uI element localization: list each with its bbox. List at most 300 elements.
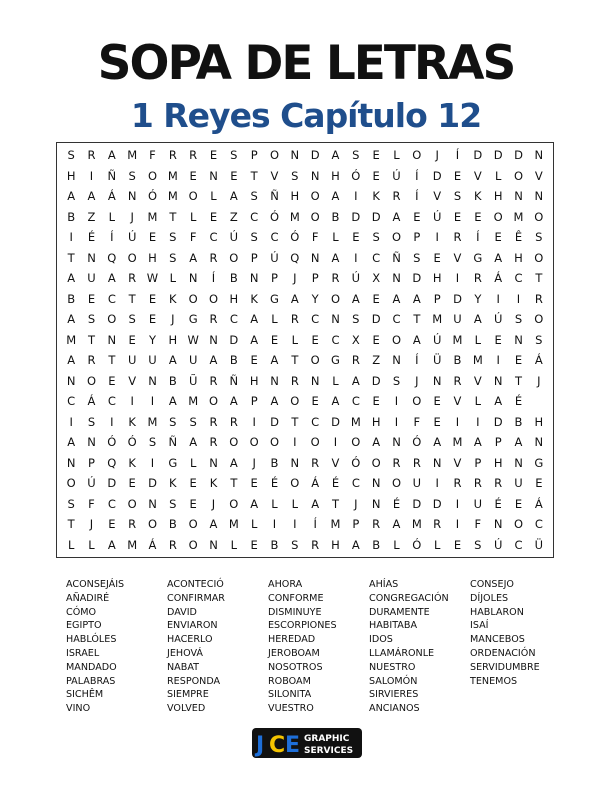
grid-letter: A	[250, 332, 259, 347]
grid-letter: R	[209, 250, 218, 265]
word-list-item: DAVID	[167, 606, 197, 618]
grid-letter: E	[209, 209, 218, 224]
grid-letter: N	[310, 250, 320, 265]
grid-letter: O	[127, 250, 137, 265]
grid-letter: I	[333, 435, 338, 450]
grid-letter: A	[107, 148, 116, 163]
grid-letter: S	[87, 312, 96, 327]
grid-letter: A	[514, 435, 523, 450]
grid-letter: T	[291, 414, 299, 429]
grid-letter: A	[433, 435, 442, 450]
grid-letter: P	[250, 148, 258, 163]
grid-letter: E	[433, 250, 441, 265]
grid-letter: N	[432, 373, 442, 388]
grid-letter: H	[66, 168, 76, 183]
grid-letter: A	[351, 373, 360, 388]
grid-letter: E	[189, 168, 197, 183]
logo-line1: GRAPHIC	[304, 734, 350, 744]
word-list-item: DURAMENTE	[369, 606, 430, 618]
grid-letter: E	[311, 394, 319, 409]
grid-letter: I	[455, 496, 460, 511]
grid-letter: L	[189, 455, 197, 470]
grid-letter: V	[270, 168, 279, 183]
grid-letter: H	[229, 291, 239, 306]
grid-letter: R	[453, 230, 462, 245]
grid-letter: S	[413, 250, 421, 265]
grid-letter: L	[271, 496, 278, 511]
grid-letter: I	[455, 517, 460, 532]
grid-letter: E	[250, 476, 258, 491]
grid-letter: L	[291, 332, 299, 347]
grid-letter: H	[514, 250, 523, 265]
grid-letter: N	[209, 537, 218, 552]
grid-letter: D	[310, 148, 320, 163]
grid-letter: I	[69, 230, 73, 245]
grid-letter: C	[372, 250, 381, 265]
grid-letter: D	[412, 271, 422, 286]
grid-letter: A	[168, 394, 177, 409]
grid-letter: Y	[311, 291, 319, 306]
grid-letter: U	[188, 353, 198, 368]
grid-letter: L	[393, 537, 400, 552]
grid-letter: A	[67, 312, 76, 327]
grid-letter: Ú	[229, 230, 239, 245]
grid-letter: E	[250, 353, 258, 368]
grid-letter: W	[146, 271, 159, 286]
page-subtitle: 1 Reyes Capítulo 12	[130, 96, 482, 135]
grid-letter: T	[413, 312, 421, 327]
grid-letter: É	[87, 230, 96, 245]
grid-letter: J	[415, 373, 419, 388]
grid-letter: R	[453, 373, 462, 388]
grid-letter: Á	[148, 537, 157, 552]
grid-letter: I	[455, 271, 460, 286]
grid-letter: Ũ	[188, 373, 198, 388]
grid-letter: H	[534, 414, 544, 429]
grid-letter: Ñ	[392, 250, 401, 265]
grid-letter: E	[535, 476, 543, 491]
grid-letter: P	[271, 271, 278, 286]
grid-letter: R	[453, 476, 462, 491]
grid-letter: S	[474, 537, 482, 552]
grid-letter: O	[229, 435, 239, 450]
word-list-item: PALABRAS	[66, 675, 116, 687]
word-list-item: ESCORPIONES	[268, 620, 337, 632]
grid-letter: S	[128, 168, 136, 183]
word-list-item: ANCIANOS	[369, 703, 420, 715]
word-list	[66, 578, 566, 716]
grid-letter: E	[108, 517, 116, 532]
grid-letter: O	[534, 250, 544, 265]
grid-letter: É	[331, 476, 340, 491]
grid-letter: Ú	[432, 209, 442, 224]
grid-letter: A	[494, 250, 503, 265]
grid-letter: P	[494, 435, 502, 450]
grid-letter: I	[69, 414, 73, 429]
grid-letter: N	[290, 148, 300, 163]
grid-letter: Ó	[351, 455, 361, 470]
grid-letter: K	[250, 291, 258, 306]
grid-letter: I	[354, 250, 358, 265]
grid-letter: C	[67, 394, 76, 409]
word-list-item: SICHÊM	[66, 689, 104, 701]
grid-letter: E	[311, 332, 319, 347]
grid-letter: E	[128, 476, 136, 491]
grid-letter: L	[332, 373, 339, 388]
grid-letter: J	[89, 517, 94, 532]
grid-letter: H	[371, 414, 381, 429]
grid-letter: Ú	[493, 312, 503, 327]
grid-letter: I	[496, 291, 500, 306]
grid-letter: A	[67, 189, 76, 204]
page-title: SOPA DE LETRAS	[97, 36, 515, 91]
grid-letter: L	[169, 271, 177, 286]
grid-letter: I	[150, 394, 155, 409]
grid-letter: I	[130, 394, 134, 409]
grid-letter: Q	[107, 250, 117, 265]
grid-letter: U	[514, 476, 523, 491]
grid-letter: R	[392, 455, 401, 470]
grid-letter: Í	[476, 230, 480, 245]
grid-letter: O	[310, 435, 320, 450]
grid-letter: O	[269, 148, 280, 163]
grid-letter: L	[67, 537, 75, 552]
grid-letter: Ú	[87, 476, 96, 491]
grid-letter: C	[534, 517, 543, 532]
grid-letter: Ú	[127, 230, 137, 245]
grid-letter: N	[270, 373, 279, 388]
grid-letter: É	[514, 394, 523, 409]
grid-letter: Á	[494, 271, 503, 286]
word-list-item: ORDENACIÓN	[470, 647, 536, 659]
grid-letter: J	[130, 209, 134, 224]
grid-letter: H	[168, 332, 178, 347]
grid-letter: R	[311, 537, 320, 552]
grid-letter: D	[453, 291, 462, 306]
grid-letter: U	[473, 496, 483, 511]
grid-letter: K	[372, 189, 380, 204]
grid-letter: L	[474, 394, 482, 409]
grid-letter: O	[188, 291, 198, 306]
grid-letter: S	[291, 537, 299, 552]
grid-letter: O	[371, 455, 381, 470]
word-list-item: VUESTRO	[268, 703, 314, 715]
grid-letter: T	[331, 496, 339, 511]
word-list-item: NABAT	[167, 661, 199, 673]
grid-letter: N	[493, 517, 503, 532]
grid-letter: T	[67, 250, 75, 265]
grid-letter: Y	[474, 291, 482, 306]
grid-letter: A	[229, 394, 238, 409]
grid-letter: M	[411, 517, 422, 532]
grid-letter: E	[433, 414, 441, 429]
grid-letter: T	[108, 353, 116, 368]
grid-letter: Ú	[270, 250, 279, 265]
grid-letter: A	[250, 312, 259, 327]
word-list-item: CONFORME	[268, 592, 324, 604]
grid-letter: L	[108, 209, 116, 224]
grid-letter: N	[534, 148, 544, 163]
grid-letter: L	[230, 537, 238, 552]
grid-letter: S	[148, 435, 157, 450]
grid-letter: F	[413, 414, 421, 429]
grid-letter: U	[148, 353, 157, 368]
grid-letter: C	[514, 271, 523, 286]
grid-letter: E	[372, 332, 380, 347]
grid-letter: H	[290, 189, 300, 204]
grid-letter: N	[392, 271, 401, 286]
grid-letter: O	[188, 517, 198, 532]
grid-letter: S	[250, 230, 258, 245]
grid-letter: E	[189, 476, 197, 491]
grid-letter: É	[270, 476, 279, 491]
grid-letter: E	[453, 209, 462, 224]
grid-letter: I	[252, 414, 256, 429]
grid-letter: N	[107, 332, 117, 347]
grid-letter: N	[371, 476, 381, 491]
grid-letter: N	[371, 496, 381, 511]
grid-letter: O	[249, 435, 259, 450]
logo-letter-e: E	[285, 733, 301, 758]
grid-letter: S	[372, 230, 380, 245]
word-list-item: DÍJOLES	[470, 592, 509, 604]
grid-letter: Á	[107, 189, 116, 204]
grid-letter: O	[534, 312, 544, 327]
grid-letter: H	[148, 250, 157, 265]
grid-letter: V	[534, 168, 543, 183]
grid-letter: R	[168, 148, 177, 163]
grid-letter: B	[270, 455, 279, 470]
grid-letter: C	[351, 476, 360, 491]
grid-letter: L	[250, 517, 258, 532]
grid-letter: U	[127, 353, 137, 368]
grid-letter: J	[211, 496, 216, 511]
grid-letter: W	[187, 332, 199, 347]
grid-letter: E	[372, 394, 380, 409]
grid-letter: L	[210, 189, 217, 204]
grid-letter: E	[352, 230, 360, 245]
grid-letter: C	[392, 312, 401, 327]
grid-letter: M	[127, 537, 138, 552]
grid-letter: I	[150, 455, 155, 470]
grid-letter: B	[229, 353, 238, 368]
grid-letter: H	[331, 168, 340, 183]
grid-letter: A	[473, 435, 482, 450]
grid-letter: B	[168, 373, 177, 388]
grid-letter: O	[310, 353, 320, 368]
grid-letter: T	[67, 517, 75, 532]
grid-letter: A	[107, 271, 116, 286]
grid-letter: O	[513, 517, 524, 532]
grid-letter: D	[412, 496, 422, 511]
grid-letter: A	[270, 394, 279, 409]
word-list-item: AÑADIRÉ	[66, 592, 110, 604]
grid-letter: K	[169, 291, 177, 306]
word-list-item: LLAMÁRONLE	[369, 647, 435, 659]
grid-letter: M	[167, 168, 178, 183]
grid-letter: K	[128, 455, 136, 470]
grid-letter: T	[87, 332, 95, 347]
word-list-item: CONSEJO	[470, 579, 514, 590]
grid-letter: O	[290, 476, 300, 491]
grid-letter: B	[453, 353, 462, 368]
grid-letter: I	[516, 291, 521, 306]
grid-letter: R	[473, 476, 482, 491]
grid-letter: E	[372, 148, 380, 163]
grid-letter: Í	[415, 168, 419, 183]
grid-letter: A	[392, 291, 401, 306]
grid-letter: E	[514, 496, 523, 511]
grid-letter: N	[534, 435, 544, 450]
grid-letter: D	[473, 148, 483, 163]
word-list-item: SALOMÓN	[369, 675, 418, 687]
grid-letter: G	[270, 291, 279, 306]
grid-letter: L	[494, 168, 502, 183]
grid-letter: Ñ	[168, 435, 178, 450]
grid-letter: N	[87, 435, 96, 450]
grid-letter: Í	[415, 189, 419, 204]
grid-letter: O	[310, 209, 320, 224]
grid-letter: Ó	[107, 435, 117, 450]
grid-letter: M	[350, 414, 361, 429]
grid-letter: T	[291, 353, 299, 368]
word-list-item: SILONITA	[268, 689, 312, 701]
grid-letter: C	[107, 291, 116, 306]
grid-letter: R	[392, 189, 401, 204]
grid-letter: M	[452, 332, 463, 347]
grid-letter: N	[514, 455, 523, 470]
grid-letter: A	[290, 291, 299, 306]
grid-letter: I	[394, 414, 399, 429]
grid-letter: V	[473, 373, 482, 388]
grid-letter: I	[455, 414, 460, 429]
word-list-item: SIRVIERES	[369, 689, 419, 701]
grid-letter: N	[127, 189, 137, 204]
grid-letter: O	[330, 291, 341, 306]
grid-letter: N	[534, 189, 544, 204]
grid-letter: R	[331, 271, 340, 286]
word-list-item: MANDADO	[66, 661, 117, 673]
grid-letter: X	[372, 271, 381, 286]
grid-letter: S	[453, 189, 462, 204]
grid-letter: E	[372, 291, 380, 306]
grid-letter: H	[249, 373, 259, 388]
grid-letter: M	[472, 353, 483, 368]
grid-letter: J	[354, 496, 358, 511]
grid-letter: G	[331, 353, 340, 368]
grid-letter: Ó	[127, 435, 137, 450]
grid-letter: A	[229, 455, 238, 470]
grid-letter: G	[168, 455, 178, 470]
grid-letter: C	[107, 496, 116, 511]
grid-letter: B	[331, 209, 340, 224]
grid-letter: B	[67, 209, 76, 224]
grid-letter: K	[128, 414, 136, 429]
grid-letter: B	[514, 414, 523, 429]
grid-letter: A	[494, 394, 503, 409]
grid-letter: É	[392, 496, 401, 511]
grid-letter: M	[127, 148, 138, 163]
grid-letter: B	[270, 537, 279, 552]
grid-letter: O	[188, 537, 198, 552]
grid-letter: R	[128, 271, 137, 286]
grid-letter: P	[413, 230, 421, 245]
grid-letter: Ú	[351, 271, 361, 286]
grid-letter: C	[250, 209, 259, 224]
grid-letter: O	[290, 394, 300, 409]
grid-letter: R	[311, 455, 320, 470]
grid-letter: N	[290, 455, 300, 470]
grid-letter: E	[209, 148, 218, 163]
grid-letter: R	[189, 148, 198, 163]
word-list-item: TENEMOS	[470, 675, 518, 687]
grid-letter: V	[331, 455, 340, 470]
grid-letter: R	[290, 312, 299, 327]
word-list-item: MANCEBOS	[470, 634, 525, 646]
grid-letter: N	[209, 332, 218, 347]
grid-letter: V	[473, 168, 482, 183]
grid-letter: O	[107, 312, 117, 327]
grid-letter: É	[494, 496, 502, 511]
grid-letter: E	[108, 373, 116, 388]
grid-letter: C	[311, 414, 320, 429]
grid-letter: N	[209, 455, 218, 470]
grid-letter: L	[332, 230, 339, 245]
grid-letter: F	[88, 496, 95, 511]
grid-letter: A	[331, 394, 340, 409]
grid-letter: A	[67, 353, 76, 368]
grid-letter: U	[87, 271, 96, 286]
grid-letter: A	[351, 537, 360, 552]
word-list-item: ENVIARON	[167, 620, 218, 632]
grid-letter: Á	[534, 353, 543, 368]
grid-letter: M	[147, 209, 158, 224]
grid-letter: G	[473, 250, 483, 265]
grid-letter: O	[208, 394, 219, 409]
grid-letter: M	[188, 394, 199, 409]
grid-letter: E	[270, 332, 279, 347]
grid-letter: S	[291, 168, 299, 183]
grid-letter: R	[372, 517, 381, 532]
grid-letter: D	[371, 312, 381, 327]
grid-letter: I	[435, 476, 439, 491]
grid-letter: J	[252, 455, 256, 470]
grid-letter: Ú	[493, 537, 503, 552]
grid-letter: L	[433, 537, 441, 552]
grid-letter: J	[293, 271, 297, 286]
grid-letter: F	[311, 230, 319, 245]
grid-letter: Ñ	[229, 373, 239, 388]
grid-letter: A	[209, 517, 218, 532]
grid-letter: S	[535, 332, 543, 347]
grid-letter: K	[474, 189, 482, 204]
grid-letter: Ú	[432, 332, 442, 347]
grid-letter: M	[289, 209, 300, 224]
grid-letter: T	[535, 271, 543, 286]
grid-letter: R	[534, 291, 543, 306]
grid-letter: I	[476, 414, 480, 429]
logo-letter-c: C	[269, 733, 286, 758]
grid-letter: H	[331, 537, 340, 552]
grid-letter: S	[169, 414, 177, 429]
grid-letter: S	[535, 230, 543, 245]
grid-letter: O	[513, 168, 524, 183]
grid-letter: I	[354, 189, 358, 204]
grid-letter: E	[453, 168, 462, 183]
grid-letter: Z	[87, 209, 96, 224]
word-list-item: SERVIDUMBRE	[470, 661, 540, 673]
word-list-item: ACONSEJÁIS	[66, 579, 125, 590]
